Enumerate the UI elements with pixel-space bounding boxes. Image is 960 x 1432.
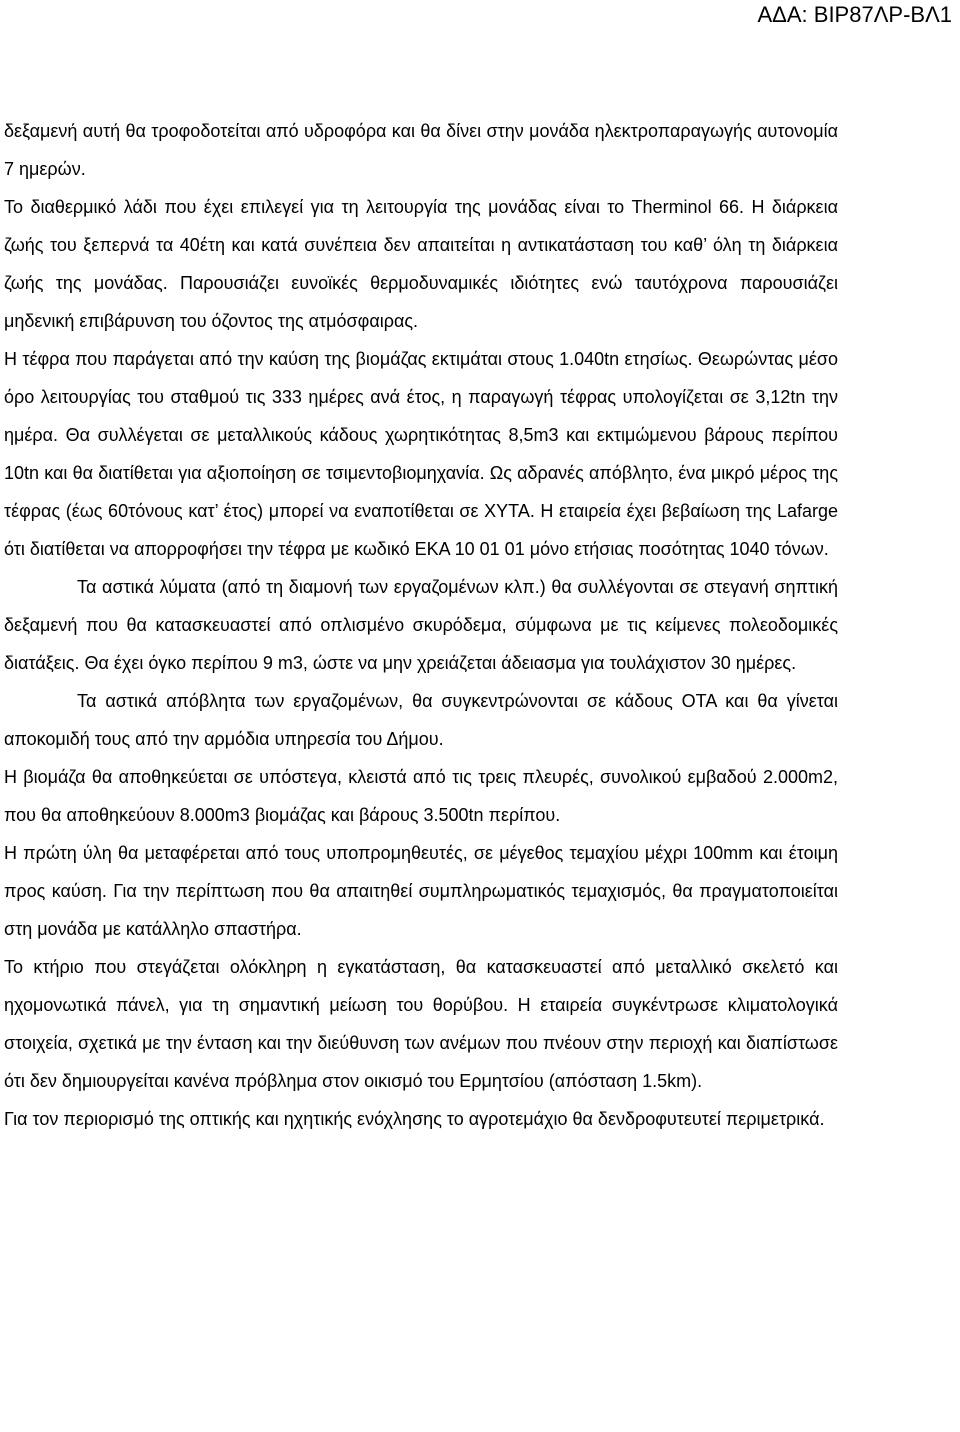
paragraph-thermal-oil: Το διαθερμικό λάδι που έχει επιλεγεί για τη λειτουργία της μονάδας είναι το Therminol 66. Η διάρκεια ζωής του ξεπερνά τα 40έτη και κατά συνέπεια δεν απαιτείται η αντικατάσταση του καθ’ όλη τη διάρκεια ζωής της μονάδας. Παρουσιάζει ευνοϊκές θερμοδυναμικές ιδιότητες ενώ ταυτόχρονα παρουσιάζει μηδενική επιβάρυνση του όζοντος της ατμόσφαιρας. (4, 197, 838, 331)
paragraph-water-tank: δεξαμενή αυτή θα τροφοδοτείται από υδροφόρα και θα δίνει στην μονάδα ηλεκτροπαραγωγής αυτονομία 7 ημερών. (4, 121, 838, 179)
document-code-header: ΑΔΑ: ΒΙΡ87ΛΡ-ΒΛ1 (757, 2, 952, 27)
paragraph-ash: Η τέφρα που παράγεται από την καύση της βιομάζας εκτιμάται στους 1.040tn ετησίως. Θεωρώντας μέσο όρο λειτουργίας του σταθμού τις 333 ημέρες ανά έτος, η παραγωγή τέφρας υπολογίζεται σε 3,12tn την ημέρα. Θα συλλέγεται σε μεταλλικούς κάδους χωρητικότητας 8,5m3 και εκτιμώμενου βάρους περίπου 10tn και θα διατίθεται για αξιοποίηση σε τσιμεντοβιομηχανία. Ως αδρανές απόβλητο, ένα μικρό μέρος της τέφρας (έως 60τόνους κατ’ έτος) μπορεί να εναποτίθεται σε ΧΥΤΑ. Η εταιρεία έχει βεβαίωση της Lafarge ότι διατίθεται να απορροφήσει την τέφρα με κωδικό ΕΚΑ 10 01 01 μόνο ετήσιας ποσότητας 1040 τόνων. (4, 349, 838, 559)
paragraph-raw-material: Η πρώτη ύλη θα μεταφέρεται από τους υποπρομηθευτές, σε μέγεθος τεμαχίου μέχρι 100mm και έτοιμη προς καύση. Για την περίπτωση που θα απαιτηθεί συμπληρωματικός τεμαχισμός, θα πραγματοποιείται στη μονάδα με κατάλληλο σπαστήρα. (4, 843, 838, 939)
paragraph-tree-planting: Για τον περιορισμό της οπτικής και ηχητικής ενόχλησης το αγροτεμάχιο θα δενδροφυτευτεί περιμετρικά. (4, 1109, 825, 1129)
document-body (4, 112, 838, 1138)
paragraph-sewage: Τα αστικά λύματα (από τη διαμονή των εργαζομένων κλπ.) θα συλλέγονται σε στεγανή σηπτική δεξαμενή που θα κατασκευαστεί από οπλισμένο σκυρόδεμα, σύμφωνα με τις κείμενες πολεοδομικές διατάξεις. Θα έχει όγκο περίπου 9 m3, ώστε να μην χρειάζεται άδειασμα για τουλάχιστον 30 ημέρες. (4, 577, 838, 673)
paragraph-urban-waste: Τα αστικά απόβλητα των εργαζομένων, θα συγκεντρώνονται σε κάδους ΟΤΑ και θα γίνεται αποκομιδή τους από την αρμόδια υπηρεσία του Δήμου. (4, 691, 838, 749)
paragraph-biomass-storage: Η βιομάζα θα αποθηκεύεται σε υπόστεγα, κλειστά από τις τρεις πλευρές, συνολικού εμβαδού 2.000m2, που θα αποθηκεύουν 8.000m3 βιομάζας και βάρους 3.500tn περίπου. (4, 767, 838, 825)
paragraph-building: Το κτήριο που στεγάζεται ολόκληρη η εγκατάσταση, θα κατασκευαστεί από μεταλλικό σκελετό και ηχομονωτικά πάνελ, για τη σημαντική μείωση του θορύβου. Η εταιρεία συγκέντρωσε κλιματολογικά στοιχεία, σχετικά με την ένταση και την διεύθυνση των ανέμων που πνέουν στην περιοχή και διαπίστωσε ότι δεν δημιουργείται κανένα πρόβλημα στον οικισμό του Ερμητσίου (απόσταση 1.5km). (4, 957, 838, 1091)
